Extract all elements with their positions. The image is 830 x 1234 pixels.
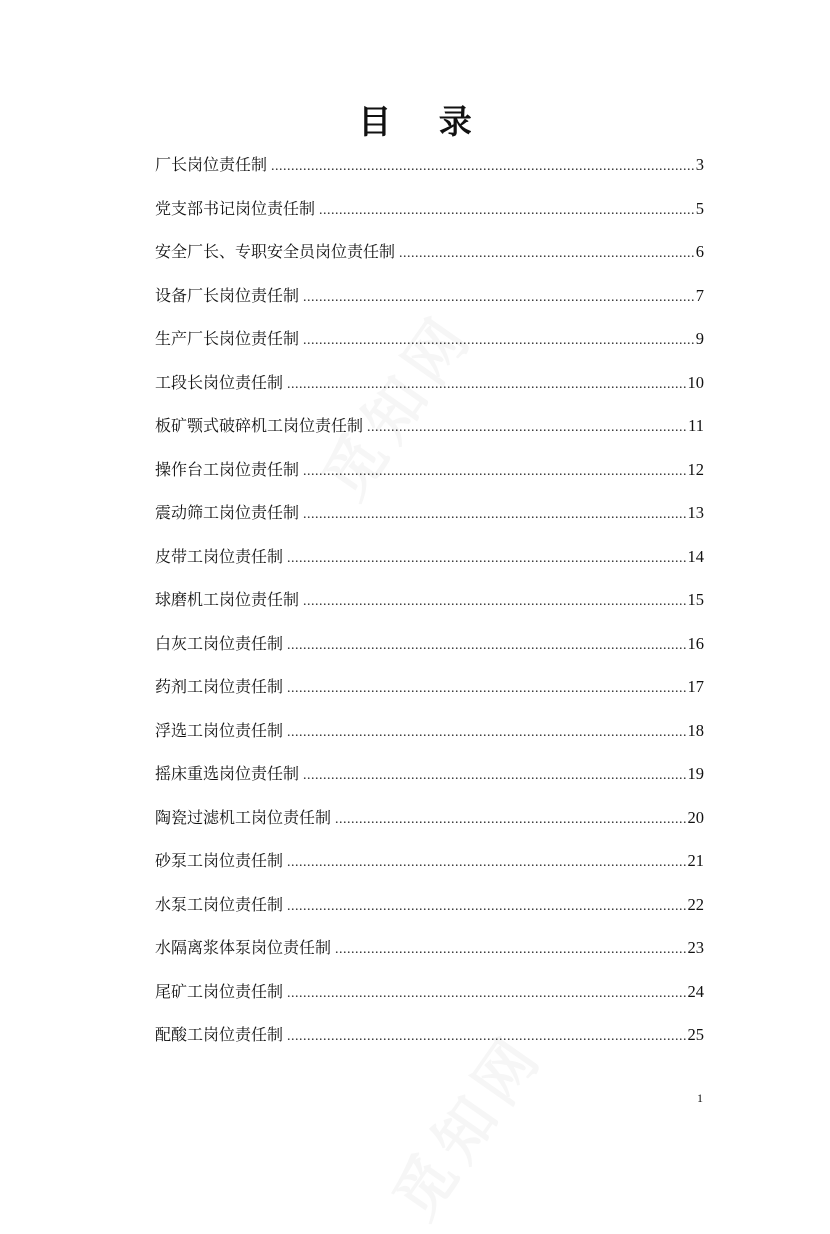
toc-entry-label: 尾矿工岗位责任制 [155,981,284,1001]
toc-dot-leader [303,324,694,358]
toc-title: 目 录 [358,102,490,141]
toc-entry-label: 板矿颚式破碎机工岗位责任制 [155,416,364,435]
toc-entry-label: 厂长岗位责任制 [155,155,268,174]
toc-entry-label: 安全厂长、专职安全员岗位责任制 [155,242,396,261]
toc-dot-leader [287,846,685,880]
page-number: 1 [697,1091,703,1105]
toc-dot-leader [303,585,685,619]
toc-entry[interactable] [155,540,704,584]
toc-entry-label: 工段长岗位责任制 [155,372,284,392]
toc-dot-leader [287,890,685,924]
toc-entry-page: 18 [687,720,704,740]
toc-entry-page: 14 [687,546,704,566]
toc-entry-page: 11 [688,416,704,435]
toc-dot-leader [287,1020,685,1054]
toc-entry-label: 生产厂长岗位责任制 [155,329,300,348]
toc-entry[interactable] [155,627,704,671]
toc-dot-leader [271,150,694,184]
toc-entry[interactable] [155,366,704,410]
toc-entry-page: 20 [687,807,704,827]
toc-dot-leader [287,977,685,1011]
toc-dot-leader [303,759,685,793]
toc-entry-page: 17 [687,677,704,696]
toc-entry[interactable] [155,279,704,323]
toc-entry[interactable] [155,235,704,279]
toc-entry-label: 水隔离浆体泵岗位责任制 [155,938,332,957]
toc-dot-leader [303,498,685,532]
toc-entry-page: 12 [687,459,704,479]
toc-entry-label: 砂泵工岗位责任制 [155,851,284,870]
toc-entry-label: 水泵工岗位责任制 [155,894,284,914]
toc-entry-page: 19 [687,764,704,783]
toc-dot-leader [319,194,694,228]
toc-entry-label: 浮选工岗位责任制 [155,720,284,740]
toc-entry[interactable] [155,757,704,801]
toc-entry-label: 球磨机工岗位责任制 [155,590,300,609]
toc-entry[interactable] [155,1018,704,1062]
toc-entry[interactable] [155,801,704,845]
toc-entry-label: 党支部书记岗位责任制 [155,198,316,218]
toc-list [155,148,704,1062]
toc-dot-leader [399,237,694,271]
toc-entry-page: 5 [695,198,704,218]
toc-dot-leader [303,281,694,315]
toc-dot-leader [287,716,685,750]
toc-entry[interactable] [155,844,704,888]
toc-entry[interactable] [155,975,704,1019]
toc-entry[interactable] [155,931,704,975]
toc-entry-page: 22 [687,894,704,914]
toc-entry-page: 13 [687,503,704,522]
toc-entry-page: 3 [695,155,704,174]
toc-dot-leader [335,933,685,967]
toc-entry-label: 配酸工岗位责任制 [155,1025,284,1044]
toc-entry-page: 23 [687,938,704,957]
toc-dot-leader [287,629,685,663]
toc-entry-label: 白灰工岗位责任制 [155,633,284,653]
toc-entry[interactable] [155,496,704,540]
toc-entry[interactable] [155,148,704,192]
toc-entry[interactable] [155,583,704,627]
toc-entry[interactable] [155,888,704,932]
toc-entry-page: 16 [687,633,704,653]
toc-entry-label: 震动筛工岗位责任制 [155,503,300,522]
toc-dot-leader [367,411,686,445]
toc-entry-label: 摇床重选岗位责任制 [155,764,300,783]
toc-entry-page: 15 [687,590,704,609]
toc-dot-leader [303,455,685,489]
toc-dot-leader [335,803,685,837]
toc-dot-leader [287,542,685,576]
toc-entry[interactable] [155,453,704,497]
toc-entry-page: 24 [687,981,704,1001]
toc-dot-leader [287,672,685,706]
toc-entry[interactable] [155,714,704,758]
toc-entry-page: 25 [687,1025,704,1044]
toc-entry-page: 10 [687,372,704,392]
toc-entry[interactable] [155,670,704,714]
toc-entry-label: 设备厂长岗位责任制 [155,285,300,305]
toc-entry-page: 21 [687,851,704,870]
toc-entry[interactable] [155,409,704,453]
toc-entry-label: 药剂工岗位责任制 [155,677,284,696]
toc-entry-label: 操作台工岗位责任制 [155,459,300,479]
toc-entry-label: 皮带工岗位责任制 [155,546,284,566]
toc-entry[interactable] [155,192,704,236]
toc-entry-page: 9 [695,329,704,348]
toc-dot-leader [287,368,685,402]
toc-entry-page: 7 [695,285,704,305]
toc-entry-page: 6 [695,242,704,261]
toc-entry-label: 陶瓷过滤机工岗位责任制 [155,807,332,827]
toc-entry[interactable] [155,322,704,366]
